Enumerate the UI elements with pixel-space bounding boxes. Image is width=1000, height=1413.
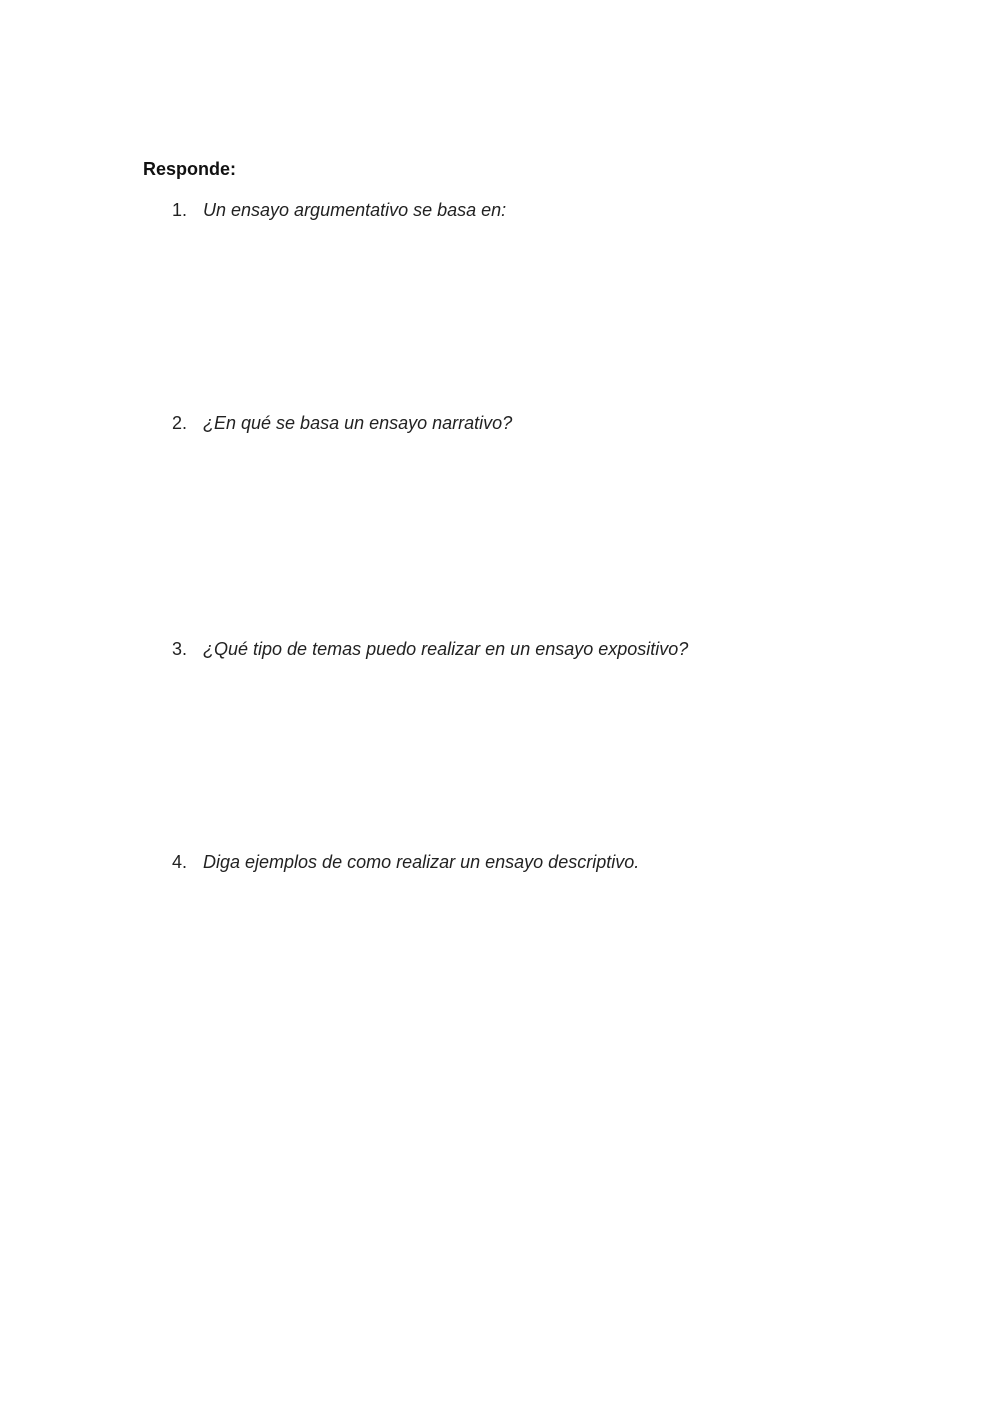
question-item [172, 639, 688, 660]
page-heading: Responde: [143, 159, 237, 179]
question-text: ¿En qué se basa un ensayo narrativo? [203, 413, 513, 433]
question-number: 2. [172, 413, 188, 433]
question-text: ¿Qué tipo de temas puedo realizar en un ensayo expositivo? [203, 639, 689, 659]
question-item [172, 413, 512, 434]
question-number: 1. [172, 200, 188, 220]
question-number: 3. [172, 639, 188, 659]
question-item [172, 852, 639, 873]
question-text: Diga ejemplos de como realizar un ensayo descriptivo. [203, 852, 640, 872]
question-number: 4. [172, 852, 188, 872]
question-text: Un ensayo argumentativo se basa en: [203, 200, 507, 220]
question-item [172, 200, 506, 221]
